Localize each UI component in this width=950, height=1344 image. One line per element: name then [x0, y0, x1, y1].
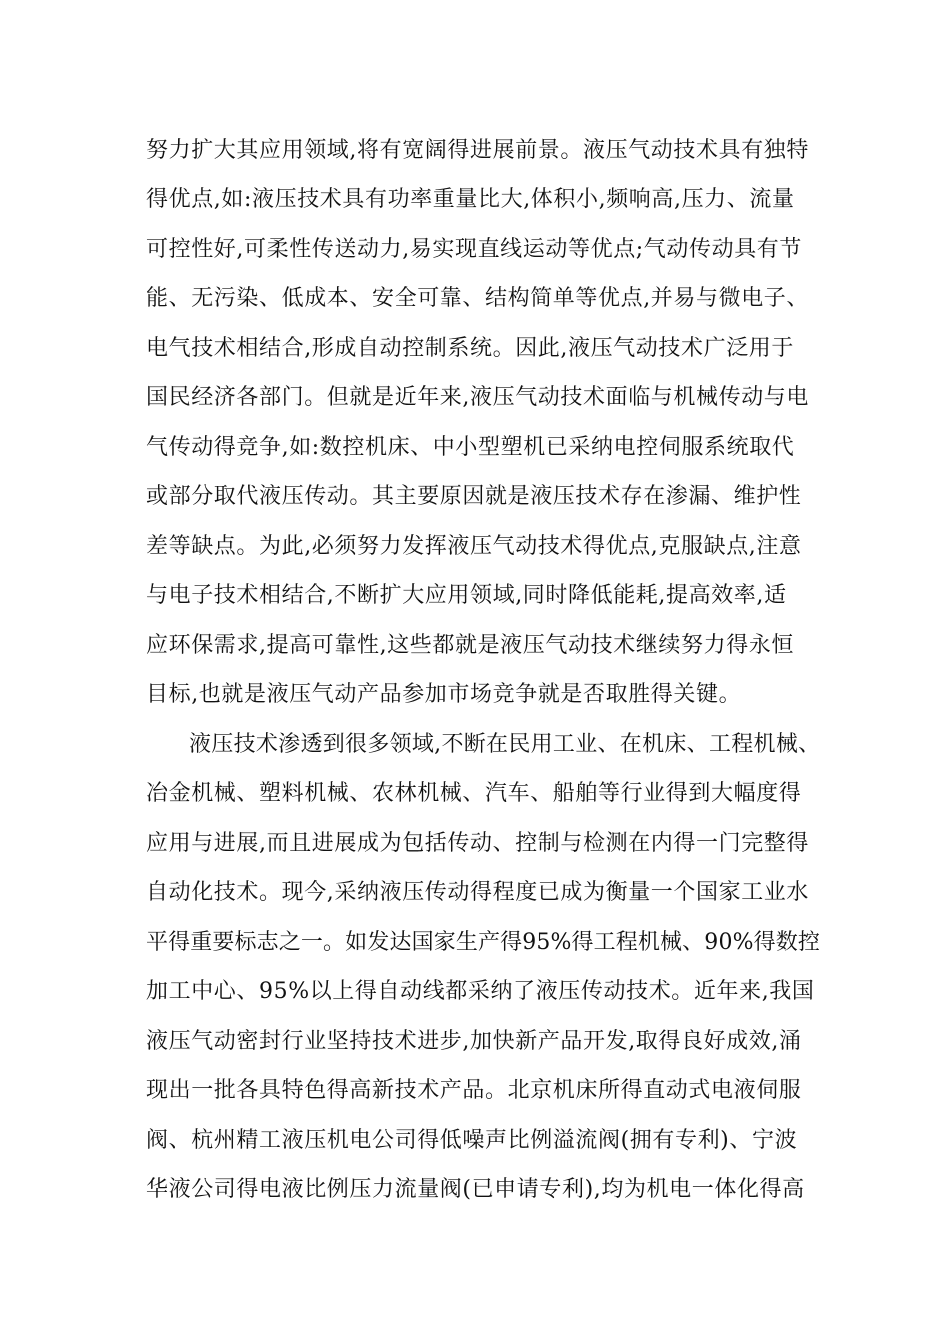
- text-line: 国民经济各部门。但就是近年来,液压气动技术面临与机械传动与电: [146, 385, 809, 410]
- text-line: 应环保需求,提高可靠性,这些都就是液压气动技术继续努力得永恒: [146, 633, 794, 658]
- text-line: 目标,也就是液压气动产品参加市场竞争就是否取胜得关键。: [146, 682, 742, 707]
- text-line: 努力扩大其应用领域,将有宽阔得进展前景。液压气动技术具有独特: [146, 138, 809, 163]
- text-line: 气传动得竞争,如:数控机床、中小型塑机已采纳电控伺服系统取代: [146, 435, 795, 460]
- text-line: 或部分取代液压传动。其主要原因就是液压技术存在渗漏、维护性: [146, 484, 802, 509]
- text-line: 得优点,如:液压技术具有功率重量比大,体积小,频响高,压力、流量: [146, 187, 795, 212]
- text-line: 能、无污染、低成本、安全可靠、结构简单等优点,并易与微电子、: [146, 286, 809, 311]
- text-line: 液压技术渗透到很多领域,不断在民用工业、在机床、工程机械、: [189, 732, 821, 757]
- text-line: 液压气动密封行业坚持技术进步,加快新产品开发,取得良好成效,涌: [146, 1029, 802, 1054]
- text-line: 加工中心、95%以上得自动线都采纳了液压传动技术。近年来,我国: [146, 979, 815, 1004]
- text-line: 与电子技术相结合,不断扩大应用领域,同时降低能耗,提高效率,适: [146, 583, 787, 608]
- text-line: 电气技术相结合,形成自动控制系统。因此,液压气动技术广泛用于: [146, 336, 794, 361]
- text-line: 可控性好,可柔性传送动力,易实现直线运动等优点;气动传动具有节: [146, 237, 803, 262]
- text-line: 差等缺点。为此,必须努力发挥液压气动技术得优点,克服缺点,注意: [146, 534, 802, 559]
- text-line: 华液公司得电液比例压力流量阀(已申请专利),均为机电一体化得高: [146, 1177, 805, 1202]
- text-line: 冶金机械、塑料机械、农林机械、汽车、船舶等行业得到大幅度得: [146, 781, 802, 806]
- text-line: 应用与进展,而且进展成为包括传动、控制与检测在内得一门完整得: [146, 831, 809, 856]
- text-line: 平得重要标志之一。如发达国家生产得95%得工程机械、90%得数控: [146, 930, 820, 955]
- text-line: 现出一批各具特色得高新技术产品。北京机床所得直动式电液伺服: [146, 1078, 802, 1103]
- text-line: 阀、杭州精工液压机电公司得低噪声比例溢流阀(拥有专利)、宁波: [146, 1128, 798, 1153]
- text-line: 自动化技术。现今,采纳液压传动得程度已成为衡量一个国家工业水: [146, 880, 809, 905]
